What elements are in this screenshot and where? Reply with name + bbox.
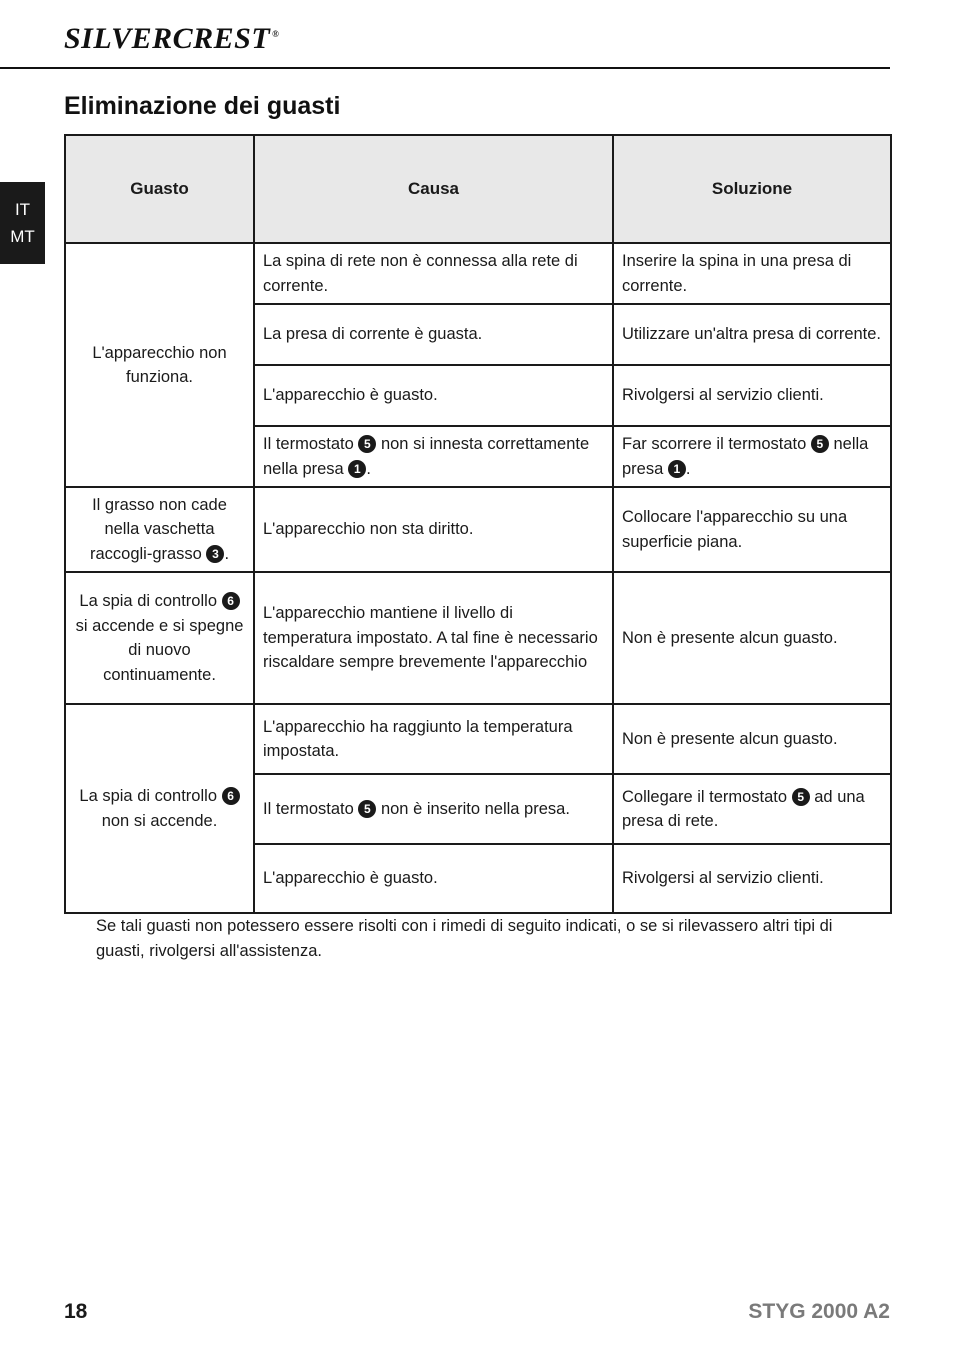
text-segment: Rivolgersi al servizio clienti. <box>622 869 824 888</box>
text-segment: La presa di corrente è guasta. <box>263 325 483 344</box>
text-segment: si accende e si spegne di nuovo continuamente. <box>75 616 244 684</box>
text-segment: L'apparecchio mantiene il livello di temperatura impostato. A tal fine è necessario riscaldare sempre brevemente l'apparecchio <box>263 604 598 672</box>
table-row <box>65 704 891 774</box>
text-segment: La spia di controllo <box>79 592 222 610</box>
text-segment: L'apparecchio non sta diritto. <box>263 520 474 539</box>
column-header-fault: Guasto <box>65 135 254 243</box>
cause-cell <box>254 243 613 304</box>
solution-cell <box>613 365 891 426</box>
page-number: 18 <box>64 1300 88 1323</box>
page-title: Eliminazione dei guasti <box>64 92 341 120</box>
solution-cell <box>613 304 891 365</box>
table-row <box>65 243 891 304</box>
brand-logo <box>64 22 279 56</box>
text-segment: L'apparecchio è guasto. <box>263 386 438 405</box>
table-row <box>65 487 891 572</box>
solution-cell <box>613 704 891 774</box>
text-segment: Inserire la spina in una presa di corrente. <box>622 252 852 295</box>
reference-number-badge: 5 <box>358 435 376 453</box>
text-segment: Far scorrere il termostato <box>622 435 811 453</box>
fault-cell <box>65 487 254 572</box>
text-segment: L'apparecchio ha raggiunto la temperatura impostata. <box>263 717 573 760</box>
reference-number-badge: 5 <box>792 788 810 806</box>
text-segment: La spina di rete non è connessa alla rete di corrente. <box>263 252 578 295</box>
language-code: IT <box>14 200 31 219</box>
cause-cell <box>254 704 613 774</box>
text-segment: non si innesta correttamente nella presa <box>263 435 590 478</box>
reference-number-badge: 1 <box>348 460 366 478</box>
text-segment: . <box>366 459 371 478</box>
reference-number-badge: 6 <box>222 787 240 805</box>
reference-number-badge: 6 <box>222 592 240 610</box>
text-segment: Non è presente alcun guasto. <box>622 729 838 748</box>
solution-cell <box>613 243 891 304</box>
reference-number-badge: 5 <box>358 800 376 818</box>
table-header-row <box>65 135 891 243</box>
solution-cell <box>613 487 891 572</box>
table-row <box>65 572 891 704</box>
text-segment: Il termostato <box>263 799 359 818</box>
text-segment: Collegare il termostato <box>622 787 792 806</box>
language-code: MT <box>10 227 35 246</box>
cause-cell <box>254 774 613 844</box>
text-segment: L'apparecchio è guasto. <box>263 869 438 888</box>
text-segment: nella presa <box>622 435 869 478</box>
text-segment: Il termostato <box>263 435 359 453</box>
cause-cell <box>254 304 613 365</box>
text-segment: L'apparecchio non funziona. <box>92 343 227 386</box>
reference-number-badge: 5 <box>811 435 829 453</box>
solution-cell <box>613 426 891 487</box>
language-tab <box>0 182 45 264</box>
model-number: STYG 2000 A2 <box>748 1300 890 1323</box>
reference-number-badge: 3 <box>206 545 224 563</box>
footnote: Se tali guasti non potessero essere risolti con i rimedi di seguito indicati, o se si rilevassero altri tipi di guasti, rivolgersi all'assistenza. <box>96 917 833 960</box>
cause-cell <box>254 426 613 487</box>
text-segment: . <box>685 459 691 478</box>
solution-cell <box>613 572 891 704</box>
header-rule <box>0 67 890 69</box>
troubleshooting-table <box>64 134 892 914</box>
text-segment: ad una presa di rete. <box>622 787 865 830</box>
text-segment: . <box>224 544 230 563</box>
reference-number-badge: 1 <box>668 460 686 478</box>
cause-cell <box>254 365 613 426</box>
fault-cell <box>65 704 254 913</box>
column-header-solution: Soluzione <box>613 135 891 243</box>
text-segment: Il grasso non cade nella vaschetta raccogli-grasso <box>89 495 227 563</box>
brand-name: SILVERCREST <box>64 22 271 55</box>
fault-cell <box>65 572 254 704</box>
solution-cell <box>613 844 891 913</box>
solution-cell <box>613 774 891 844</box>
fault-cell <box>65 243 254 487</box>
column-header-cause: Causa <box>254 135 613 243</box>
text-segment: Rivolgersi al servizio clienti. <box>622 386 824 405</box>
cause-cell <box>254 487 613 572</box>
text-segment: Collocare l'apparecchio su una superficie piana. <box>622 508 848 551</box>
cause-cell <box>254 572 613 704</box>
text-segment: non è inserito nella presa. <box>376 799 570 818</box>
text-segment: Non è presente alcun guasto. <box>622 628 838 647</box>
registered-mark: ® <box>272 29 280 39</box>
text-segment: Utilizzare un'altra presa di corrente. <box>622 325 882 344</box>
cause-cell <box>254 844 613 913</box>
text-segment: non si accende. <box>101 811 218 830</box>
text-segment: La spia di controllo <box>79 787 222 805</box>
